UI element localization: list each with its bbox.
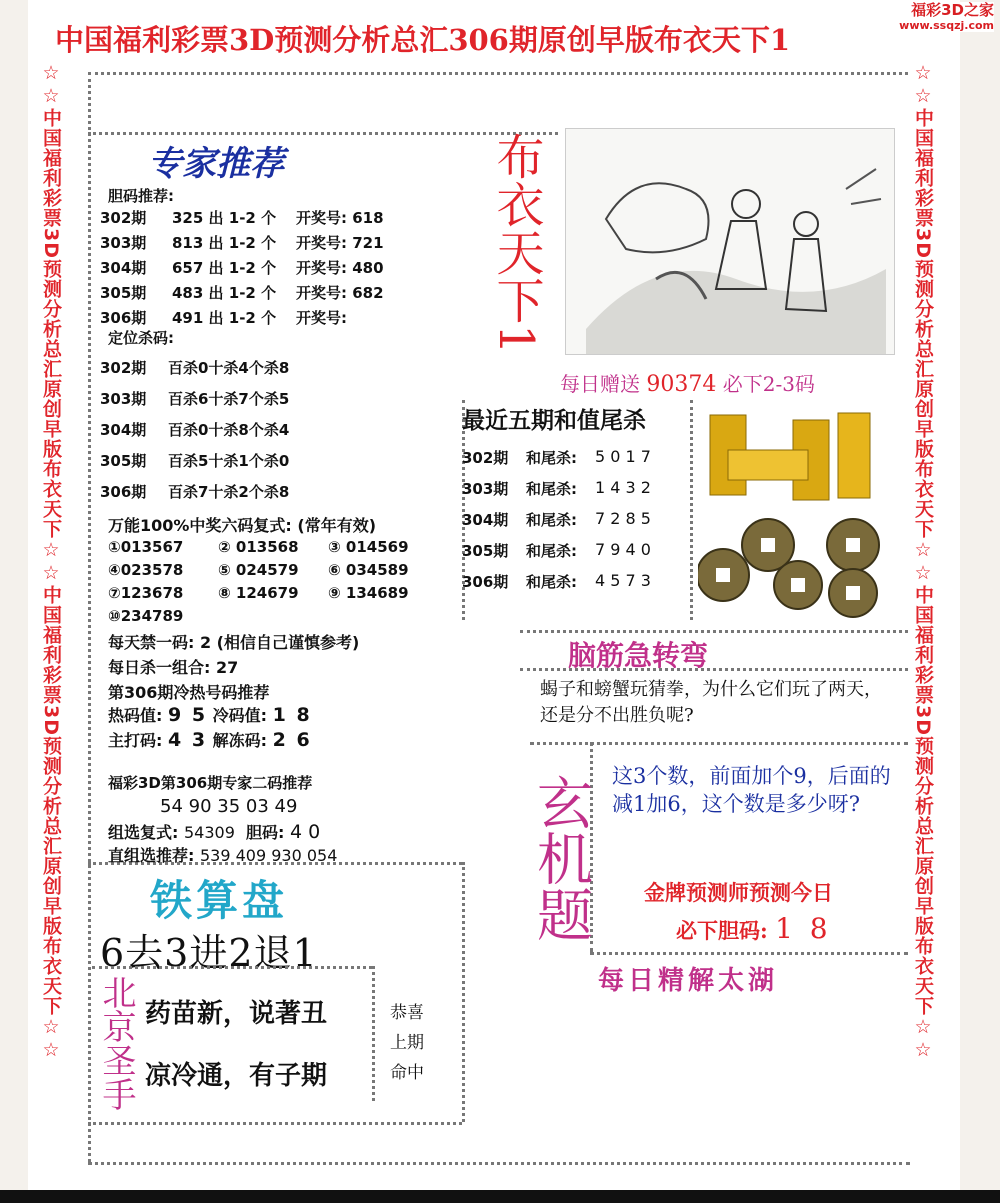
daily-solution: 每日精解太湖 [598,966,779,996]
group-value: 54309 [183,823,235,842]
ink-painting-image [565,128,895,355]
gold-title: 金牌预测师预测今日 [644,880,833,905]
poster-title: 中国福利彩票3D预测分析总汇306期原创早版布衣天下1 [55,23,791,57]
direct-label: 直组选推荐: [108,846,195,865]
sum-period: 303期 [462,480,509,498]
direct-row [108,843,337,866]
kill-text: 百杀0十杀4个杀8 [168,359,290,377]
sum-label: 和尾杀: [526,511,577,529]
site-url: www.ssqzj.com [899,19,994,32]
kill-period: 304期 [100,421,147,439]
two-codes: 54 90 35 03 49 [160,796,298,817]
six-code: ⑨ 134689 [328,584,409,602]
frame-brain-top [520,630,908,633]
six-code: ⑧ 124679 [218,584,299,602]
note-2: 上期 [390,1033,424,1053]
dan-result: 开奖号: 480 [296,259,384,277]
kill-period: 305期 [100,452,147,470]
kill-text: 百杀5十杀1个杀0 [168,452,290,470]
six-code: ④023578 [108,561,184,579]
abacus-note [390,998,424,1088]
brain-title: 脑筋急转弯 [568,639,709,672]
sum-period: 305期 [462,542,509,560]
abacus-side: 北京圣手 [96,975,136,1111]
gift-prefix: 每日赠送 [560,372,640,396]
hot-value: 9 5 [167,704,208,726]
must-value: 1 8 [775,912,832,945]
dan-label: 胆码推荐: [108,187,174,205]
expert-heading: 专家推荐 [148,144,284,184]
thaw-label: 解冻码: [212,731,268,750]
kill-text: 百杀6十杀7个杀5 [168,390,290,408]
frame-abacus-bottom [88,1122,462,1125]
note-1: 恭喜 [390,1003,424,1023]
kill-text: 百杀0十杀8个杀4 [168,421,290,439]
abacus-note-divider [372,966,375,1101]
mystery-question: 这3个数，前面加个9，后面的减1加6，这个数是多少呀? [612,764,891,816]
sum-value: 4 5 7 3 [595,571,651,590]
site-logo[interactable] [899,2,994,32]
frame-bottom [88,1162,910,1165]
six-code: ⑦123678 [108,584,184,602]
dan-period: 302期 [100,209,147,227]
six-code: ⑤ 024579 [218,561,299,579]
abacus-motto: 6去3进2退1 [100,931,318,975]
note-3: 命中 [390,1063,424,1083]
must-label: 必下胆码: [676,918,768,943]
right-side-slogan: ☆☆中国福利彩票3D预测分析总汇原创早版布衣天下☆☆中国福利彩票3D预测分析总汇原创早版布衣天下☆☆ [912,62,934,1062]
six-code: ③ 014569 [328,538,409,556]
dan-code: 657 出 1-2 个 [172,259,277,277]
gold-coins-image [698,405,898,620]
six-code: ⑩234789 [108,607,184,625]
sum-label: 和尾杀: [526,573,577,591]
hot-row [108,703,312,726]
frame-left [88,72,91,1162]
cold-label: 冷码值: [212,706,268,725]
sum-value: 1 4 3 2 [595,478,651,497]
left-side-slogan: ☆☆中国福利彩票3D预测分析总汇原创早版布衣天下☆☆中国福利彩票3D预测分析总汇原创早版布衣天下☆☆ [40,62,62,1062]
frame-image-left [690,400,693,620]
six-code: ② 013568 [218,538,299,556]
sum-value: 7 2 8 5 [595,509,651,528]
sum-label: 和尾杀: [526,449,577,467]
abacus-title: 铁算盘 [150,876,289,925]
hotcold-title: 第306期冷热号码推荐 [108,683,270,702]
group-label: 组选复式: [108,823,179,842]
frame-abacus-right [462,862,465,1122]
six-code: ⑥ 034589 [328,561,409,579]
gift-suffix: 必下2-3码 [722,372,815,396]
daily-gift [560,368,815,397]
two-code-title: 福彩3D第306期专家二码推荐 [108,774,313,792]
thaw-value: 2 6 [272,729,312,751]
dan-code: 491 出 1-2 个 [172,309,277,327]
dan-period: 304期 [100,259,147,277]
dan-period: 305期 [100,284,147,302]
dan-code-label: 胆码: [246,823,285,842]
sum-tail-title: 最近五期和值尾杀 [462,407,646,434]
six-code: ①013567 [108,538,184,556]
dan-code-value: 4 0 [290,821,321,843]
gift-number: 90374 [646,372,717,397]
abacus-line2: 凉冷通，有子期 [145,1061,328,1091]
ban-one: 每天禁一码: 2 (相信自己谨慎参考) [108,633,360,652]
sum-period: 306期 [462,573,509,591]
six-code-title: 万能100%中奖六码复式: (常年有效) [108,516,377,535]
sum-value: 5 0 1 7 [595,447,651,466]
mystery-vertical: 玄机题 [528,774,593,942]
main-label: 主打码: [108,731,163,750]
brain-question: 蝎子和螃蟹玩猜拳，为什么它们玩了两天，还是分不出胜负呢? [540,679,882,726]
sum-value: 7 9 4 0 [595,540,651,559]
dan-period: 306期 [100,309,147,327]
sum-period: 302期 [462,449,509,467]
brand-vertical: 布衣天下1 [488,132,544,355]
dan-code: 325 出 1-2 个 [172,209,277,227]
direct-value: 539 409 930 054 [199,846,338,865]
sum-label: 和尾杀: [526,542,577,560]
frame-mystery-top [530,742,908,745]
group-row [108,820,320,843]
dan-result: 开奖号: [296,309,347,327]
dan-code: 483 出 1-2 个 [172,284,277,302]
sum-period: 304期 [462,511,509,529]
gold-svg [698,405,898,620]
cold-value: 1 8 [272,704,312,726]
main-value: 4 3 [167,729,208,751]
kill-label: 定位杀码: [108,329,174,347]
hot-label: 热码值: [108,706,163,725]
kill-combo: 每日杀一组合: 27 [108,658,239,677]
frame-top [88,72,908,75]
dan-result: 开奖号: 721 [296,234,384,252]
dan-result: 开奖号: 618 [296,209,384,227]
bottom-strip [0,1190,1000,1203]
site-name: 福彩3D之家 [911,1,994,19]
must-row [676,912,832,945]
kill-period: 303期 [100,390,147,408]
kill-text: 百杀7十杀2个杀8 [168,483,290,501]
kill-period: 302期 [100,359,147,377]
sum-label: 和尾杀: [526,480,577,498]
kill-period: 306期 [100,483,147,501]
dan-result: 开奖号: 682 [296,284,384,302]
dan-code: 813 出 1-2 个 [172,234,277,252]
painting-svg [566,129,894,354]
abacus-line1: 药苗新，说著丑 [145,999,328,1029]
main-row [108,728,312,751]
dan-period: 303期 [100,234,147,252]
abacus-divider [92,966,372,969]
frame-mystery-bottom [590,952,908,955]
